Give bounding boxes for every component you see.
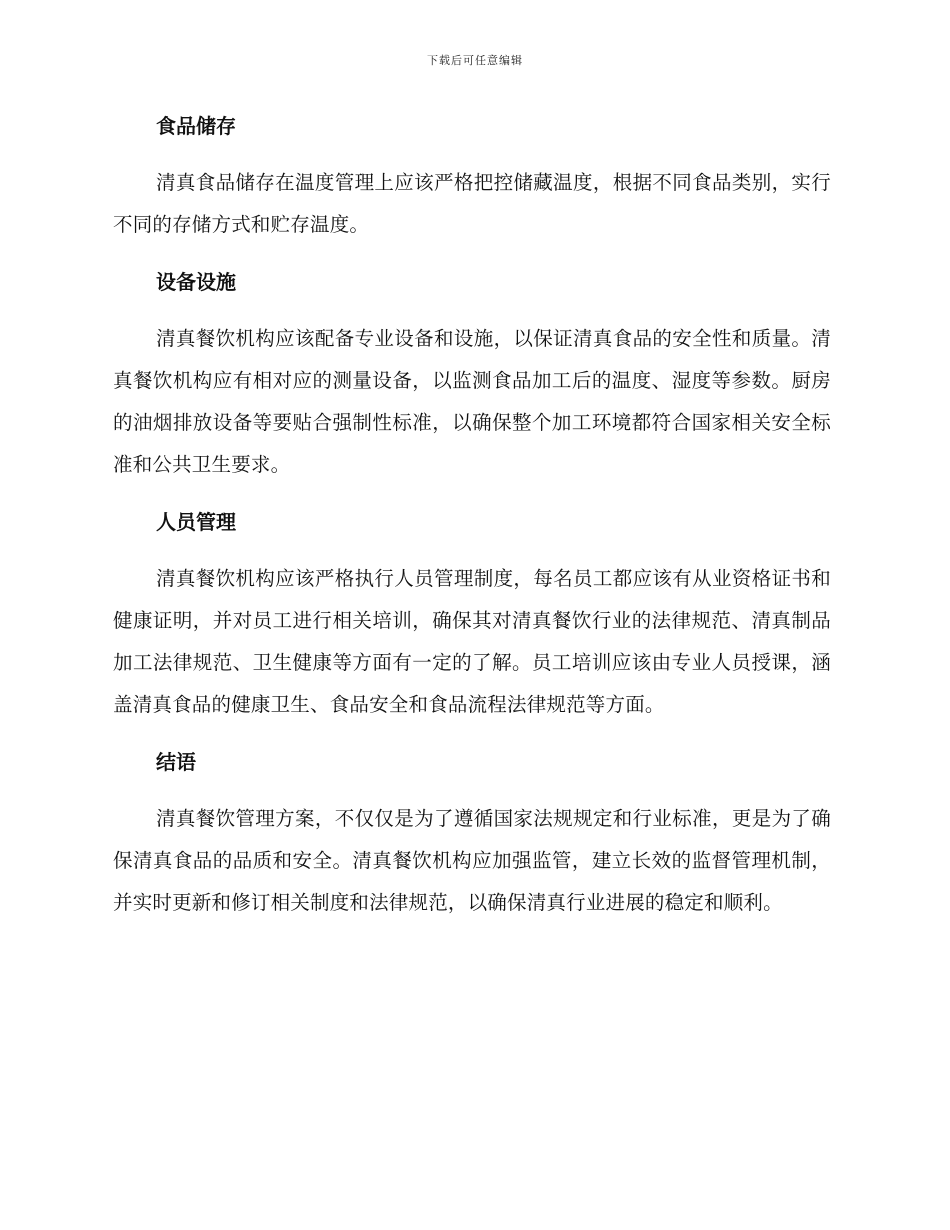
section-paragraph: 清真餐饮机构应该配备专业设备和设施，以保证清真食品的安全性和质量。清真餐饮机构应有相对应的测量设备，以监测食品加工后的温度、湿度等参数。厨房的油烟排放设备等要贴合强制性标准，以确保整个加工环境都符合国家相关安全标准和公共卫生要求。 bbox=[113, 327, 831, 476]
document-body bbox=[113, 110, 831, 944]
section-paragraph: 清真餐饮管理方案，不仅仅是为了遵循国家法规规定和行业标准，更是为了确保清真食品的品质和安全。清真餐饮机构应加强监管，建立长效的监督管理机制，并实时更新和修订相关制度和法律规范，以确保清真行业进展的稳定和顺利。 bbox=[113, 807, 831, 914]
section-food-storage bbox=[113, 110, 831, 246]
section-paragraph: 清真食品储存在温度管理上应该严格把控储藏温度，根据不同食品类别，实行不同的存储方式和贮存温度。 bbox=[113, 171, 831, 236]
section-title: 结语 bbox=[156, 750, 196, 774]
section-personnel bbox=[113, 506, 831, 726]
section-title: 设备设施 bbox=[156, 270, 236, 294]
section-title: 食品储存 bbox=[156, 114, 236, 138]
section-conclusion bbox=[113, 746, 831, 924]
section-paragraph: 清真餐饮机构应该严格执行人员管理制度，每名员工都应该有从业资格证书和健康证明，并对员工进行相关培训，确保其对清真餐饮行业的法律规范、清真制品加工法律规范、卫生健康等方面有一定的了解。员工培训应该由专业人员授课，涵盖清真食品的健康卫生、食品安全和食品流程法律规范等方面。 bbox=[113, 567, 831, 716]
section-title: 人员管理 bbox=[156, 510, 236, 534]
section-equipment bbox=[113, 266, 831, 486]
page-header: 下载后可任意编辑 bbox=[427, 54, 523, 67]
